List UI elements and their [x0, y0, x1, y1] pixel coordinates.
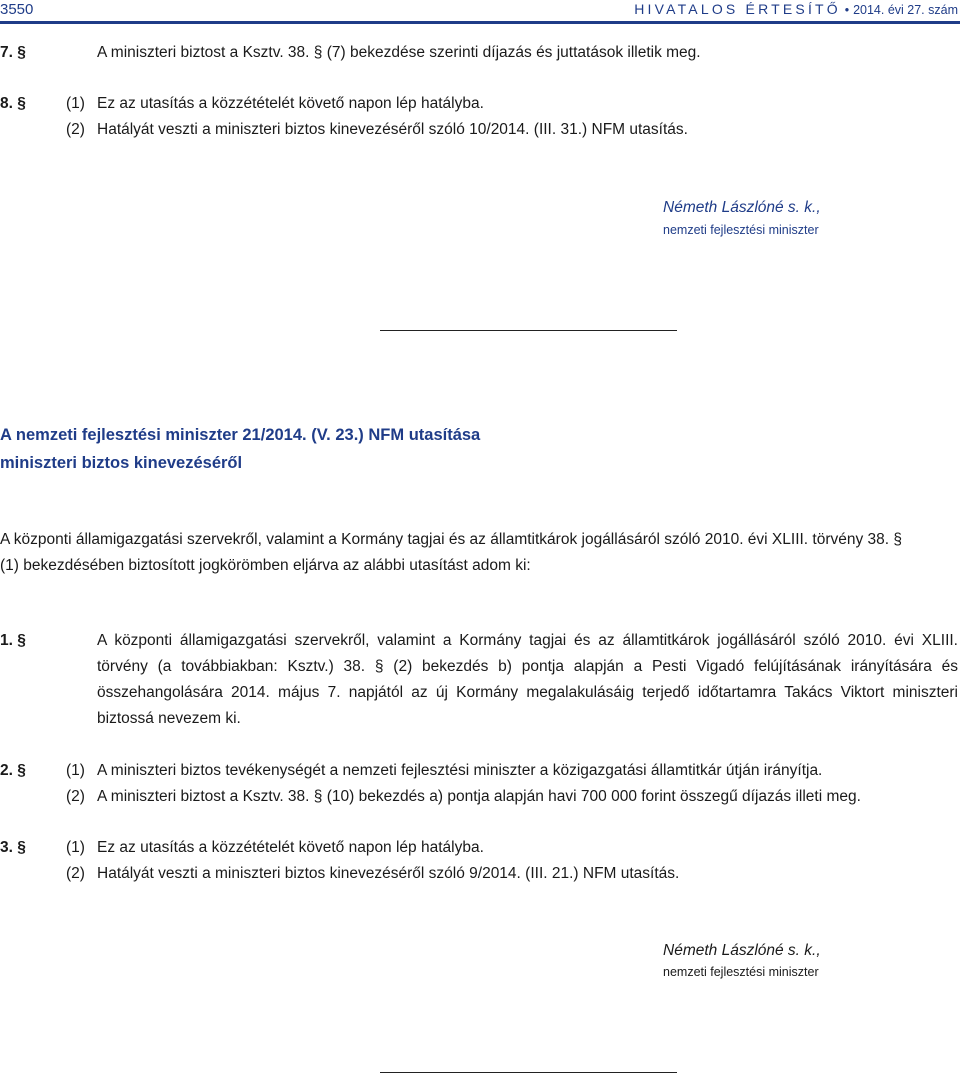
- section-8-number: 8. §: [0, 95, 26, 112]
- section-2-para-2-number: (2): [66, 788, 85, 805]
- section-1-number: 1. §: [0, 632, 26, 649]
- signature-role-2: nemzeti fejlesztési miniszter: [663, 965, 819, 979]
- section-3-number: 3. §: [0, 839, 26, 856]
- section-7-number: 7. §: [0, 44, 26, 61]
- section-2-para-1-text: A miniszteri biztos tevékenységét a nemzeti fejlesztési miniszter a közigazgatási államtitkár útján irányítja.: [97, 762, 823, 779]
- signature-name: Németh Lászlóné s. k.,: [663, 199, 821, 216]
- preamble-line-2: (1) bekezdésében biztosított jogkörömben eljárva az alábbi utasítást adom ki:: [0, 557, 531, 574]
- section-8-para-1-number: (1): [66, 95, 85, 112]
- instruction-title: A nemzeti fejlesztési miniszter 21/2014. (V. 23.) NFM utasítása: [0, 426, 481, 444]
- section-8-para-2-text: Hatályát veszti a miniszteri biztos kinevezéséről szóló 10/2014. (III. 31.) NFM utasítás.: [97, 121, 688, 138]
- signature-name-2: Németh Lászlóné s. k.,: [663, 942, 821, 959]
- section-3-para-1-number: (1): [66, 839, 85, 856]
- section-8-para-1-text: Ez az utasítás a közzétételét követő napon lép hatályba.: [97, 95, 484, 112]
- section-2-para-2-text: A miniszteri biztost a Ksztv. 38. § (10) bekezdés a) pontja alapján havi 700 000 forint összegű díjazás illeti meg.: [97, 788, 861, 805]
- signature-role: nemzeti fejlesztési miniszter: [663, 223, 819, 237]
- page-number: 3550: [0, 1, 34, 18]
- section-3-para-1-text: Ez az utasítás a közzétételét követő napon lép hatályba.: [97, 839, 484, 856]
- separator-rule: [380, 330, 677, 331]
- preamble-line-1: A központi államigazgatási szervekről, valamint a Kormány tagjai és az államtitkárok jogállásáról szóló 2010. évi XLIII. törvény 38. §: [0, 531, 903, 548]
- journal-title: HIVATALOS ÉRTESÍTŐ: [634, 1, 841, 17]
- section-3-para-2-text: Hatályát veszti a miniszteri biztos kinevezéséről szóló 9/2014. (III. 21.) NFM utasítás.: [97, 865, 680, 882]
- separator-rule-2: [380, 1072, 677, 1073]
- section-1-text: A központi államigazgatási szervekről, valamint a Kormány tagjai és az államtitkárok jogállásáról szóló 2010. évi XLIII. törvény (a továbbiakban: Ksztv.) 38. § (2) bekezdés b) pontja alapján a Pesti Vigadó felújításának irányítására és összehangolására 2014. május 7. napjától az új Kormány megalakulásáig terjedő időtartamra Takács Viktort miniszteri biztossá nevezem ki.: [97, 632, 958, 727]
- section-2-para-1-number: (1): [66, 762, 85, 779]
- section-7-text: A miniszteri biztost a Ksztv. 38. § (7) bekezdése szerinti díjazás és juttatások illetik meg.: [97, 44, 701, 61]
- header-rule: [0, 21, 960, 24]
- section-8-para-2-number: (2): [66, 121, 85, 138]
- running-header: [634, 1, 958, 17]
- header-bullet: •: [844, 3, 850, 17]
- instruction-subtitle: miniszteri biztos kinevezéséről: [0, 454, 243, 472]
- section-3-para-2-number: (2): [66, 865, 85, 882]
- section-2-number: 2. §: [0, 762, 26, 779]
- issue-label: 2014. évi 27. szám: [853, 3, 958, 17]
